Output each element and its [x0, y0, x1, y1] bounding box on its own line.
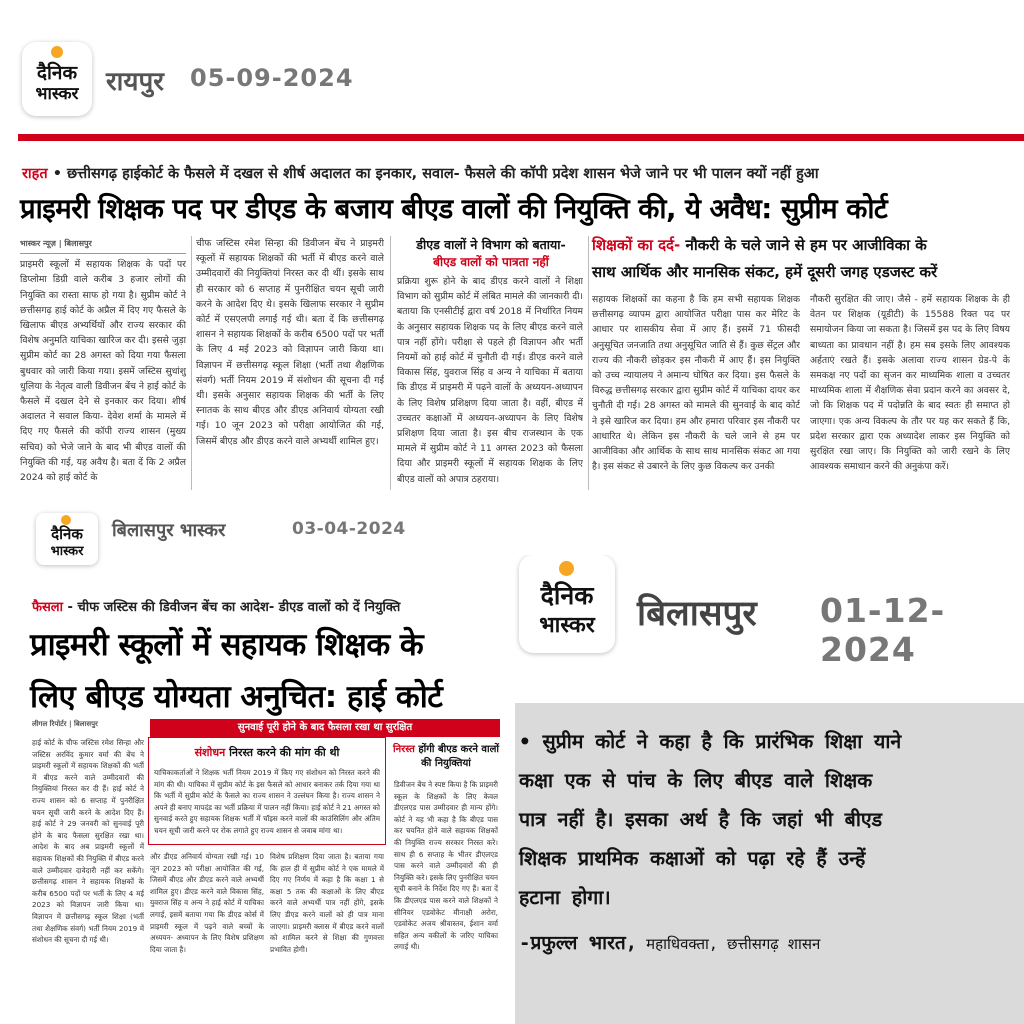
quote-line-3: पात्र नहीं है। इसका अर्थ है कि जहां भी बीएड — [519, 808, 883, 831]
byline: भास्कर न्यूज़ | बिलासपुर — [20, 236, 186, 254]
clip1-column-1 — [20, 236, 186, 492]
clip1-subheading-1: शिक्षकों का दर्द- नौकरी के चले जाने से हम पर आजीविका के — [592, 236, 927, 254]
clip1-column-5: नौकरी सुरक्षित की जाए। जैसे - हमें सहायक शिक्षक के ही वेतन पर शिक्षक (यूडीटी) के 15588 रिक्त पद पर समायोजन किया जा सकता है। जिसमें इस पद के लिए विषय बाध्यता का प्रावधान नहीं है। हम सब इसके लिए आवश्यक अर्हताएं रखते हैं। इसके अलावा राज्य शासन ग्रेड-पे के समकक्ष नए पदों का सृजन कर माध्यमिक शाला व उच्चतर माध्यमिक शाला में शैक्षणिक सेवा प्रदान करने का अवसर दे, जो कि शिक्षक पद में पदोन्नति के बाद स्वतः ही समाप्त हो जाएगा। एक अन्य विकल्प के तौर पर यह कर सकते हैं कि, प्रदेश सरकार द्वारा एक अध्यादेश लाकर इस नियुक्ति को सुरक्षित रखा जाए। कि नियुक्ति को जारी रखने के लिए आवश्यक समाधान करने की अनुकंपा करें। — [810, 294, 1010, 473]
column-text: प्राइमरी स्कूलों में सहायक शिक्षक के पदों पर डिप्लोमा डिग्री वाले करीब 3 हजार लोगों की नियुक्ति का रास्ता साफ हो गया है। सुप्रीम कोर्ट ने छत्तीसगढ़ हाई कोर्ट के अप्रैल में दिए गए फैसले के खिलाफ बीएड अभ्यर्थियों और राज्य सरकार की विशेष अनुमति याचिका खारिज कर दी। इससे जुड़ा सुप्रीम कोर्ट का 28 अगस्त को दिया गया फैसला बुधवार को जारी किया गया। इसमें जस्टिस सुधांशु धुलिया के नेतृत्व वाली डिवीजन बेंच ने हाई कोर्ट के फैसले में दखल देने से इनकार कर दिया। शीर्ष अदालत ने सवाल किया- देवेश शर्मा के मामले में दिए गए फैसले की कॉपी राज्य शासन (मुख्य सचिव) को भेजे जाने के बाद भी बीएड वालों की नियुक्ति की गई, यह अवैध है। बता दें कि 2 अप्रैल 2024 को हाई कोर्ट के — [20, 259, 186, 484]
sun-icon — [61, 515, 71, 525]
clip2-headline-line-1: प्राइमरी स्कूलों में सहायक शिक्षक के — [30, 627, 424, 663]
clip2-city: बिलासपुर भास्कर — [112, 520, 226, 541]
clip1-column-4: सहायक शिक्षकों का कहना है कि हम सभी सहायक शिक्षक छत्तीसगढ़ व्यापम द्वारा आयोजित परीक्षा पास कर मेरिट के आधार पर शासकीय सेवा में आए हैं। इसमें 71 फीसदी अनुसूचित जनजाति तथा अनुसूचित जाति से हैं। कुछ सेंट्रल और राज्य की नौकरी छोड़कर इस नौकरी में आए हैं। इस नियुक्ति को उच्च न्यायालय ने अमान्य घोषित कर दिया। इस फैसले के विरुद्ध छत्तीसगढ़ सरकार द्वारा सुप्रीम कोर्ट में याचिका दायर कर चुनौती दी गई। 28 अगस्त को मामले की सुनवाई के बाद कोर्ट ने इसे खारिज कर दिया। हम और हमारा परिवार इस नौकरी पर आधारित थे। लेकिन इस नौकरी के चले जाने से हम पर आजीविका और आर्थिक के साथ साथ मानसिक संकट आ गया है। इस संकट से उबारने के लिए कुछ विकल्प कर उनकी — [592, 294, 800, 473]
byline: लीगल रिपोर्टर | बिलासपुर — [32, 720, 98, 728]
clip2-kicker: फैसला - चीफ जस्टिस की डिवीजन बेंच का आदेश- डीएड वालों को दें नियुक्ति — [32, 600, 401, 615]
clip1-subheading-2: साथ आर्थिक और मानसिक संकट, हमें दूसरी जगह एडजस्ट करें — [592, 263, 938, 281]
box-subheading: बीएड वालों को पात्रता नहीं — [433, 255, 549, 269]
clip1-kicker: राहत • छत्तीसगढ़ हाईकोर्ट के फैसले में दखल से शीर्ष अदालत का इनकार, सवाल- फैसले की कॉपी प्रदेश शासन भेजे जाने पर भी पालन क्यों नहीं हुआ — [22, 166, 819, 182]
clip2-box-heading: संशोधन निरस्त करने की मांग की थी — [194, 746, 340, 759]
clip1-date: 05-09-2024 — [190, 64, 354, 92]
quote-line-5: हटाना होगा। — [519, 886, 611, 909]
clip2-date: 03-04-2024 — [292, 519, 406, 539]
box-heading: डीएड वालों ने विभाग को बताया- — [416, 237, 566, 252]
clip2-headline-line-2: लिए बीएड योग्यता अनुचित: हाई कोर्ट — [30, 679, 443, 715]
dainik-bhaskar-logo: दैनिक भास्कर — [519, 555, 615, 653]
red-rule — [18, 134, 1024, 141]
column-divider — [191, 236, 192, 490]
sun-icon — [559, 561, 574, 576]
clip2-box-text: याचिकाकर्ताओं ने शिक्षक भर्ती नियम 2019 में किए गए संशोधन को निरस्त करने की मांग की थी। याचिका में सुप्रीम कोर्ट के इस फैसले को आधार बनाकर तर्क दिया गया था कि भर्ती में सुप्रीम कोर्ट के फैसले का राज्य शासन ने उल्लंघन किया है। राज्य शासन ने अपने ही बनाए मापदंड का भर्ती प्रक्रिया में पालन नहीं किया। हाई कोर्ट ने 21 अगस्त को सुनवाई करते हुए सहायक शिक्षक भर्ती में चॉइस करने वालों की काउंसिलिंग और अंतिम चयन सूची जारी करने पर रोक लगाते हुए राज्य शासन से जवाब मांगा था। — [154, 768, 380, 835]
dainik-bhaskar-logo: दैनिक भास्कर — [22, 42, 92, 116]
quote-line-2: कक्षा एक से पांच के लिए बीएड वाले शिक्षक — [519, 769, 873, 792]
clip1-headline: प्राइमरी शिक्षक पद पर डीएड के बजाय बीएड वालों की नियुक्ति की, ये अवैध: सुप्रीम कोर्ट — [20, 193, 888, 225]
clip1-column-2: चीफ जस्टिस रमेश सिन्हा की डिवीजन बेंच ने प्राइमरी स्कूलों में सहायक शिक्षकों की भर्ती में बीएड करने वाले उम्मीदवारों की नियुक्तियां निरस्त कर दी थीं। इसके साथ ही सरकार को 6 सप्ताह में पुनरीक्षित चयन सूची जारी करने के आदेश दिए थे। इसके खिलाफ सरकार ने सुप्रीम कोर्ट में एसएलपी लगाई गई थी। बता दें कि छत्तीसगढ़ शासन ने सहायक शिक्षकों के करीब 6500 पदों पर भर्ती के लिए 4 मई 2023 को विज्ञापन जारी किया था। विज्ञापन में छत्तीसगढ़ स्कूल शिक्षा (भर्ती तथा शैक्षणिक संवर्ग) भर्ती नियम 2019 में संशोधन की सूचना दी गई थी। इसके अनुसार सहायक शिक्षक की भर्ती के लिए स्नातक के साथ बीएड और डीएड अनिवार्य योग्यता रखी गई। 10 जून 2023 को परीक्षा आयोजित की गई, जिसमें बीएड और डीएड करने वाले अभ्यर्थी शामिल हुए। — [196, 238, 384, 447]
clip2-column-4: डिवीजन बेंच ने स्पष्ट किया है कि प्राइमरी स्कूल के शिक्षकों के लिए केवल डीएलएड पास उम्मीदवार ही मान्य होंगे। कोर्ट ने यह भी कहा है कि बीएड पास कर चयनित होने वाले सहायक शिक्षकों की नियुक्ति राज्य सरकार निरस्त करे। साथ ही 6 सप्ताह के भीतर डीएलएड पास करने वाले उम्मीदवारों की ही नियुक्ति करे। इसके लिए पुनरीक्षित चयन सूची बनाने के निर्देश दिए गए हैं। बता दें कि डीएलएड पास करने वाले शिक्षकों ने सीनियर एडवोकेट मीनाक्षी अरोरा, एडवोकेट अजय श्रीवास्तव, ईशान वर्मा सहित अन्य वकीलों के जरिए याचिका लगाई थी। — [394, 780, 498, 952]
clipping-bilaspur-december — [515, 555, 1024, 1024]
column-divider — [390, 236, 391, 490]
sun-icon — [51, 46, 63, 58]
clip2-column-2: और डीएड अनिवार्य योग्यता रखी गई। 10 जून 2023 को परीक्षा आयोजित की गई, जिसमें बीएड और डीएड करने वाले अभ्यर्थी शामिल हुए। डीएड करने वाले विकास सिंह, युवराज सिंह व अन्य ने हाई कोर्ट में याचिका लगाई, इसमें बताया गया कि डीएड कोर्स में प्राइमरी स्कूल में पढ़ने वाले बच्चों के अध्ययन- अध्यापन के लिए विशेष प्रशिक्षण दिया जाता है। — [150, 852, 264, 954]
quote-line-4: शिक्षक प्राथमिक कक्षाओं को पढ़ा रहे हैं उन्हें — [519, 847, 866, 870]
dainik-bhaskar-logo: दैनिक भास्कर — [36, 513, 98, 565]
clipping-bilaspur-april — [0, 505, 510, 1024]
column-divider — [588, 236, 589, 490]
clip2-column-3: विशेष प्रशिक्षण दिया जाता है। बताया गया कि हाल ही में सुप्रीम कोर्ट ने एक मामले में दिए गए निर्णय में कहा है कि कक्षा 1 से कक्षा 5 तक की कक्षाओं के लिए बीएड करने वाले अभ्यर्थी पात्र नहीं होंगे, इसके लिए डीएड करने वालों को ही पात्र माना जाएगा। प्राइमरी क्लास में बीएड करने वालों को शामिल करने से शिक्षा की गुणवत्ता प्रभावित होगी। — [270, 852, 384, 954]
clipping-raipur — [0, 0, 1024, 500]
clip2-column-1: हाई कोर्ट के चीफ जस्टिस रमेश सिन्हा और जस्टिस अरविंद कुमार वर्मा की बेंच ने प्राइमरी स्कूलों में सहायक शिक्षकों की भर्ती में बीएड करने वाले उम्मीदवारों की नियुक्तियां निरस्त कर दी हैं। हाई कोर्ट ने राज्य शासन को 6 सप्ताह में पुनरीक्षित चयन सूची जारी करने के आदेश दिए हैं। हाई कोर्ट ने 29 जनवरी को सुनवाई पूरी होने के बाद फैसला सुरक्षित रखा था। आदेश के बाद अब प्राइमरी स्कूलों में सहायक शिक्षकों की नियुक्ति में बीएड करने वाले उम्मीदवार दावेदारी नहीं कर सकेंगे। छत्तीसगढ़ शासन ने सहायक शिक्षकों के करीब 6500 पदों पर भर्ती के लिए 4 मई 2023 को विज्ञापन जारी किया था। विज्ञापन में छत्तीसगढ़ स्कूल शिक्षा (भर्ती तथा शैक्षणिक संवर्ग) भर्ती नियम 2019 में संशोधन की सूचना दी गई थी। — [32, 738, 144, 945]
quote-attribution: -प्रफुल्ल भारत, महाधिवक्ता, छत्तीसगढ़ शासन — [519, 932, 821, 954]
clip2-sidebar-heading: निरस्त होंगी बीएड करने वालों की नियुक्तियां — [393, 744, 499, 769]
clip1-city: रायपुर — [106, 67, 164, 97]
red-band-caption: सुनवाई पूरी होने के बाद फैसला रखा था सुरक्षित — [150, 719, 500, 737]
clip1-column-3: प्रक्रिया शुरू होने के बाद डीएड करने वालों ने शिक्षा विभाग को सुप्रीम कोर्ट में लंबित मामले की जानकारी दी। बताया कि एनसीटीई द्वारा वर्ष 2018 में निर्धारित नियम के अनुसार सहायक शिक्षक पद के लिए बीएड करने वाले पात्र नहीं होंगे। परीक्षा से पहले ही विज्ञापन और भर्ती नियमों को हाई कोर्ट में चुनौती दी गई। डीएड करने वाले विकास सिंह, युवराज सिंह व अन्य ने याचिका में बताया कि डीएड में प्राइमरी में पढ़ने वालों के अध्ययन-अध्यापन के लिए विशेष प्रशिक्षण दिया जाता है। वहीं, बीएड में उच्चतर कक्षाओं में अध्ययन-अध्यापन के लिए विशेष प्रशिक्षण दिया जाता है। इस बीच राजस्थान के एक मामले में सुप्रीम कोर्ट ने 11 अगस्त 2023 को फैसला दिया और प्राइमरी स्कूलों में सहायक शिक्षक के लिए बीएड वालों को अपात्र ठहराया। — [397, 276, 583, 485]
clip3-date: 01-12-2024 — [820, 591, 946, 669]
clip3-city: बिलासपुर — [637, 594, 757, 634]
quote-line-1: • सुप्रीम कोर्ट ने कहा है कि प्रारंभिक शिक्षा याने — [519, 730, 902, 753]
